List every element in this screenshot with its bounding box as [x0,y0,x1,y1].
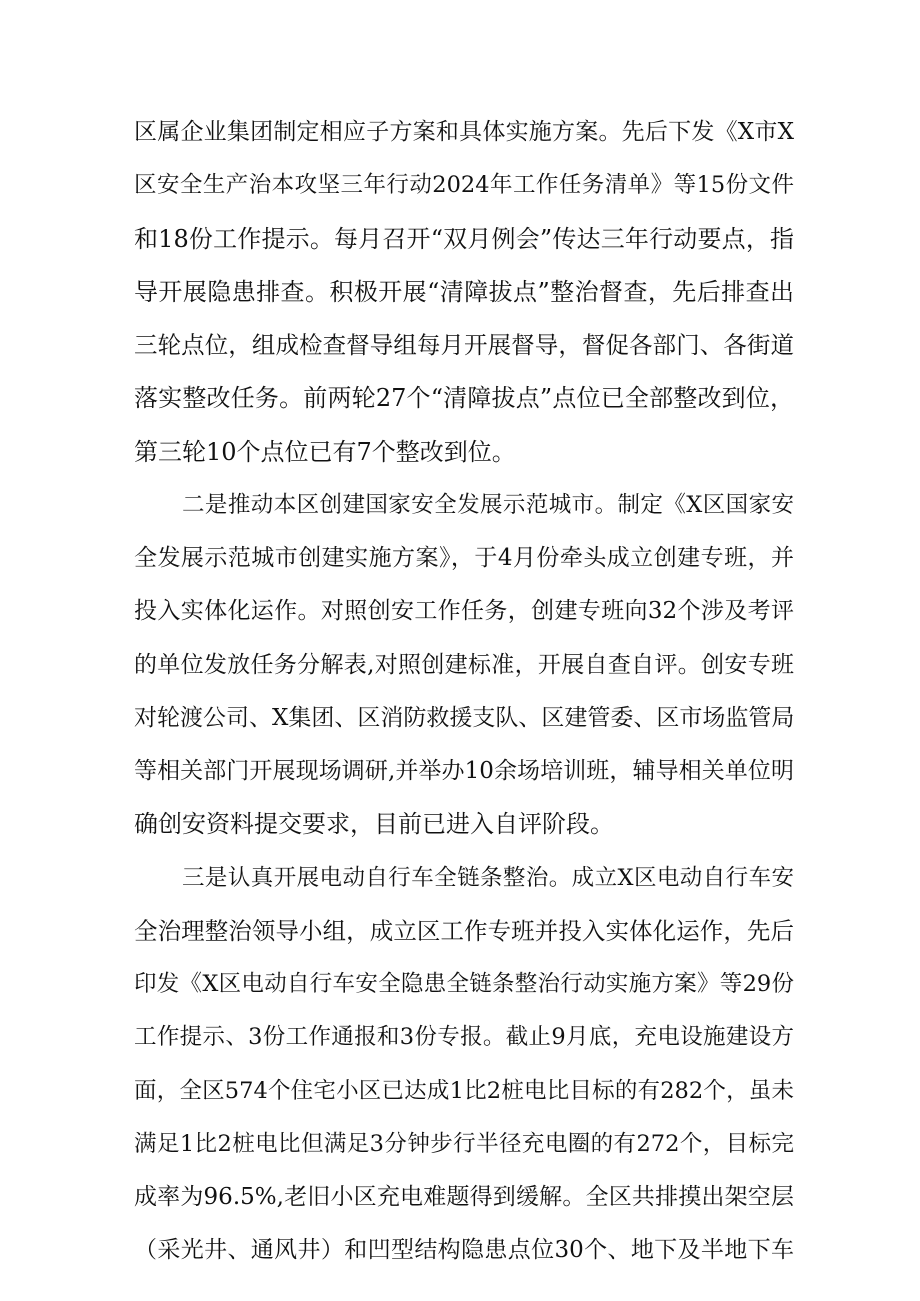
paragraph-1-line-7: 第三轮10个点位已有7个整改到位。 [134,437,516,466]
paragraph-3-line-8: （采光井、通风井）和凹型结构隐患点位30个、地下及半地下车 [134,1237,794,1264]
paragraph-3-line-4: 工作提示、3份工作通报和3份专报。截止9月底，充电设施建设方 [134,1024,794,1051]
paragraph-3-line-1: 三是认真开展电动自行车全链条整治。成立X区电动自行车安 [182,864,794,891]
paragraph-2-line-2: 全发展示范城市创建实施方案》，于4月份牵头成立创建专班，并 [134,545,794,571]
document-body [134,106,794,1278]
paragraph-3-line-5: 面，全区574个住宅小区已达成1比2桩电比目标的有282个，虽未 [134,1077,794,1104]
paragraph-3-line-7: 成率为96.5%,老旧小区充电难题得到缓解。全区共排摸出架空层 [134,1184,794,1210]
paragraph-2-line-7: 确创安资料提交要求，目前已进入自评阶段。 [134,810,614,839]
paragraph-1-line-1: 区属企业集团制定相应子方案和具体实施方案。先后下发《X市X [134,119,794,145]
paragraph-1-line-2: 区安全生产治本攻坚三年行动2024年工作任务清单》等15份文件 [134,172,794,199]
paragraph-1-line-3: 和18份工作提示。每月召开“双月例会”传达三年行动要点，指 [134,224,794,253]
paragraph-1-line-5: 三轮点位，组成检查督导组每月开展督导，督促各部门、各街道 [134,331,794,359]
paragraph-2-line-1: 二是推动本区创建国家安全发展示范城市。制定《X区国家安 [182,491,794,518]
paragraph-3-line-6: 满足1比2桩电比但满足3分钟步行半径充电圈的有272个，目标完 [134,1130,794,1157]
paragraph-1-line-6: 落实整改任务。前两轮27个“清障拔点”点位已全部整改到位， [134,384,794,413]
paragraph-2-line-6: 等相关部门开展现场调研,并举办10余场培训班，辅导相关单位明 [134,758,794,784]
paragraph-1-line-4: 导开展隐患排查。积极开展“清障拔点”整治督查，先后排查出 [134,277,794,306]
paragraph-3-line-2: 全治理整治领导小组，成立区工作专班并投入实体化运作，先后 [134,916,794,945]
paragraph-2-line-5: 对轮渡公司、X集团、区消防救援支队、区建管委、区市场监管局 [134,704,794,731]
paragraph-3-line-3: 印发《X区电动自行车安全隐患全链条整治行动实施方案》等29份 [134,971,794,997]
paragraph-2-line-3: 投入实体化运作。对照创安工作任务，创建专班向32个涉及考评 [134,598,794,625]
paragraph-2-line-4: 的单位发放任务分解表,对照创建标准，开展自查自评。创安专班 [134,651,794,678]
